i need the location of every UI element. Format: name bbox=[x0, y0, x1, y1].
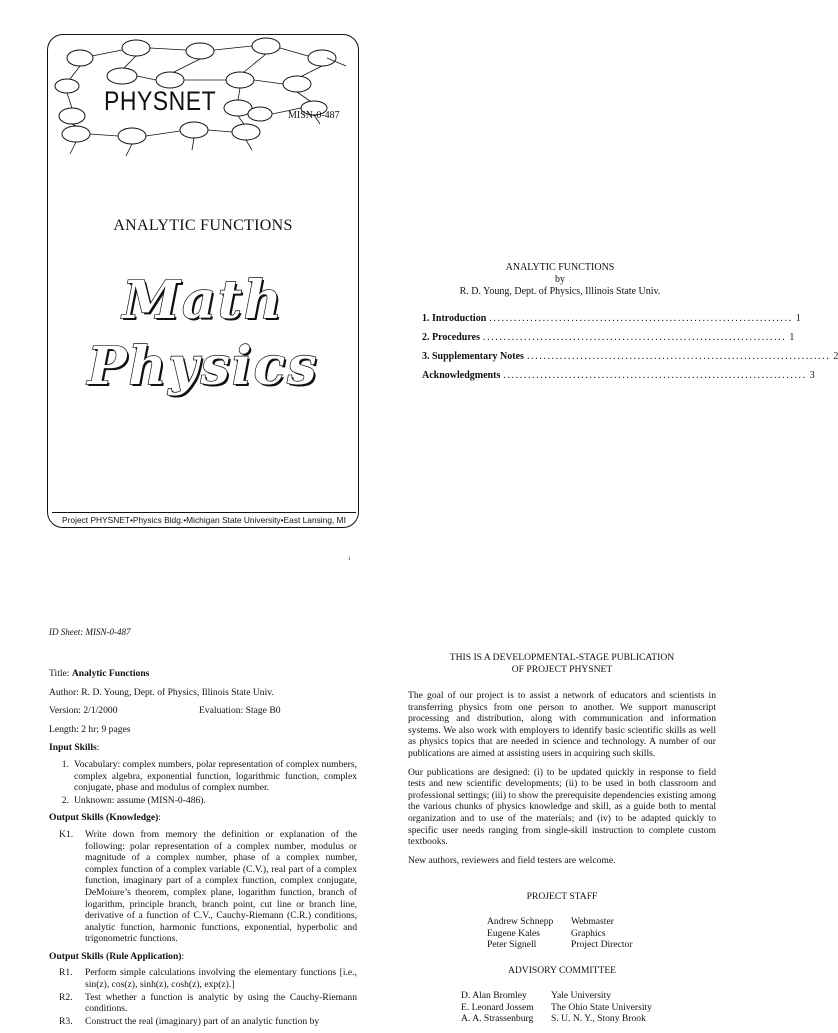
toc-page: 1 bbox=[795, 313, 801, 324]
toc-entry-procedures[interactable] bbox=[422, 332, 795, 351]
toc-label: 2. Procedures bbox=[422, 332, 480, 343]
output-rule-list bbox=[49, 967, 357, 1027]
id-author: Author: R. D. Young, Dept. of Physics, Illinois State Univ. bbox=[49, 686, 274, 698]
id-version-row bbox=[49, 705, 357, 717]
toc-entry-introduction[interactable] bbox=[422, 313, 801, 332]
advisory-list bbox=[461, 990, 652, 1025]
banner-physics: Physics bbox=[87, 336, 319, 397]
list-item: R2. Test whether a function is analytic by using the Cauchy-Riemann conditions. bbox=[59, 991, 357, 1015]
id-sheet-column bbox=[49, 668, 357, 1033]
staff-row: Eugene Kales Graphics bbox=[487, 927, 606, 939]
list-item: R3. Construct the real (imaginary) part of an analytic function by bbox=[59, 1015, 320, 1027]
page-marker: 1 bbox=[348, 557, 351, 562]
toc-leader: .......................................................................... bbox=[526, 351, 831, 362]
toc-leader: .......................................................................... bbox=[503, 370, 807, 381]
id-title-line bbox=[49, 668, 357, 680]
list-item: 1. Vocabulary: complex numbers, polar representation of complex numbers, complex algebra, exponential function, logarithmic function, complex conjugate, phase and modulus of complex number. bbox=[61, 758, 357, 794]
advisory-row: D. Alan Bromley Yale University bbox=[461, 990, 612, 1001]
publication-heading-line1: THIS IS A DEVELOPMENTAL-STAGE PUBLICATION bbox=[449, 652, 675, 663]
input-skills-heading: Input Skills: bbox=[49, 742, 100, 754]
toc-entry-acknowledgments[interactable] bbox=[422, 370, 815, 389]
output-knowledge-list bbox=[49, 829, 357, 945]
title-block-by: by bbox=[555, 274, 565, 285]
title-block bbox=[420, 262, 700, 298]
list-item: 2. Unknown: assume (MISN-0-486). bbox=[61, 794, 206, 806]
publication-body bbox=[408, 690, 716, 873]
staff-row: Andrew Schnepp Webmaster bbox=[487, 916, 614, 927]
id-title-value: Analytic Functions bbox=[71, 668, 150, 679]
id-length: Length: 2 hr; 9 pages bbox=[49, 723, 131, 735]
list-item: K1. Write down from memory the definition or explanation of the following: polar representation of a complex number, modulus or magnitude of a complex number, phase of a complex number, complex function of a complex variable (C.V.), real part of a complex function, imaginary part of a complex function, complex conjugate, DeMoiure’s theorem, complex plane, logarithm function, branch of logarithm, principle branch, branch point, cut line or branch line, derivative of a function of C.V., Cauchy-Riemann (C.R.) conditions, analytic function, harmonic functions, exponential, hyperbolic and trigonometric functions. bbox=[59, 828, 357, 945]
cover-title: ANALYTIC FUNCTIONS bbox=[113, 217, 293, 234]
title-block-author: R. D. Young, Dept. of Physics, Illinois State Univ. bbox=[459, 286, 661, 297]
advisory-row: A. A. Strassenburg S. U. N. Y., Stony Brook bbox=[461, 1013, 646, 1025]
staff-row: Peter Signell Project Director bbox=[487, 939, 633, 951]
toc-leader: .......................................................................... bbox=[482, 332, 787, 343]
advisory-row: E. Leonard Jossem The Ohio State University bbox=[461, 1001, 652, 1013]
staff-list bbox=[487, 916, 633, 951]
publication-heading-line2: OF PROJECT PHYSNET bbox=[511, 664, 613, 675]
publication-paragraph: Our publications are designed: (i) to be updated quickly in response to field tests and new scientific developments; (ii) to be used in both classroom and professional settings; (iii) to show the prerequisite dependencies existing among the various chunks of physics knowledge and skill, as a guide both to mental organization and to use of the materials; and (iv) to be adapted quickly to specific user needs ranging from single-skill instruction to complete custom textbooks. bbox=[408, 766, 716, 848]
publication-paragraph: New authors, reviewers and field testers are welcome. bbox=[408, 854, 616, 866]
toc-page: 1 bbox=[789, 332, 795, 343]
id-sheet-header: ID Sheet: MISN-0-487 bbox=[49, 627, 131, 637]
publication-paragraph: The goal of our project is to assist a network of educators and scientists in transferring physics from one person to another. We support manuscript processing and distribution, along with communication and information systems. We also work with employers to identify basic scientific skills as well as physics topics that are needed in science and technology. A number of our publications are aimed at assisting users in acquiring such skills. bbox=[408, 690, 716, 759]
id-title-label: Title: bbox=[49, 668, 72, 679]
toc-label: 3. Supplementary Notes bbox=[422, 351, 524, 362]
toc-page: 2 bbox=[833, 351, 838, 362]
id-version: Version: 2/1/2000 bbox=[49, 705, 118, 717]
module-id: MISN-0-487 bbox=[288, 110, 340, 121]
list-item: R1. Perform simple calculations involving the elementary functions [i.e., sin(z), cos(z), sinh(z), cosh(z), exp(z).] bbox=[59, 967, 357, 991]
toc-page: 3 bbox=[809, 370, 815, 381]
cover-footer: Project PHYSNET•Physics Bldg.•Michigan State University•East Lansing, MI bbox=[52, 512, 356, 527]
toc-label: Acknowledgments bbox=[422, 370, 501, 381]
output-rule-heading: Output Skills (Rule Application): bbox=[49, 950, 185, 962]
title-block-title: ANALYTIC FUNCTIONS bbox=[505, 262, 615, 273]
publication-heading bbox=[408, 652, 716, 676]
toc-label: 1. Introduction bbox=[422, 313, 487, 324]
toc-leader: .......................................................................... bbox=[489, 313, 793, 324]
physnet-logo: PHYSNET bbox=[104, 86, 217, 116]
advisory-heading: ADVISORY COMMITTEE bbox=[507, 965, 617, 976]
staff-heading: PROJECT STAFF bbox=[526, 891, 598, 902]
input-skills-list bbox=[49, 759, 357, 806]
toc-entry-supplementary-notes[interactable] bbox=[422, 351, 838, 370]
output-knowledge-heading: Output Skills (Knowledge): bbox=[49, 812, 161, 824]
table-of-contents bbox=[422, 313, 838, 389]
banner-math: Math bbox=[122, 270, 284, 331]
id-evaluation: Evaluation: Stage B0 bbox=[199, 705, 281, 717]
